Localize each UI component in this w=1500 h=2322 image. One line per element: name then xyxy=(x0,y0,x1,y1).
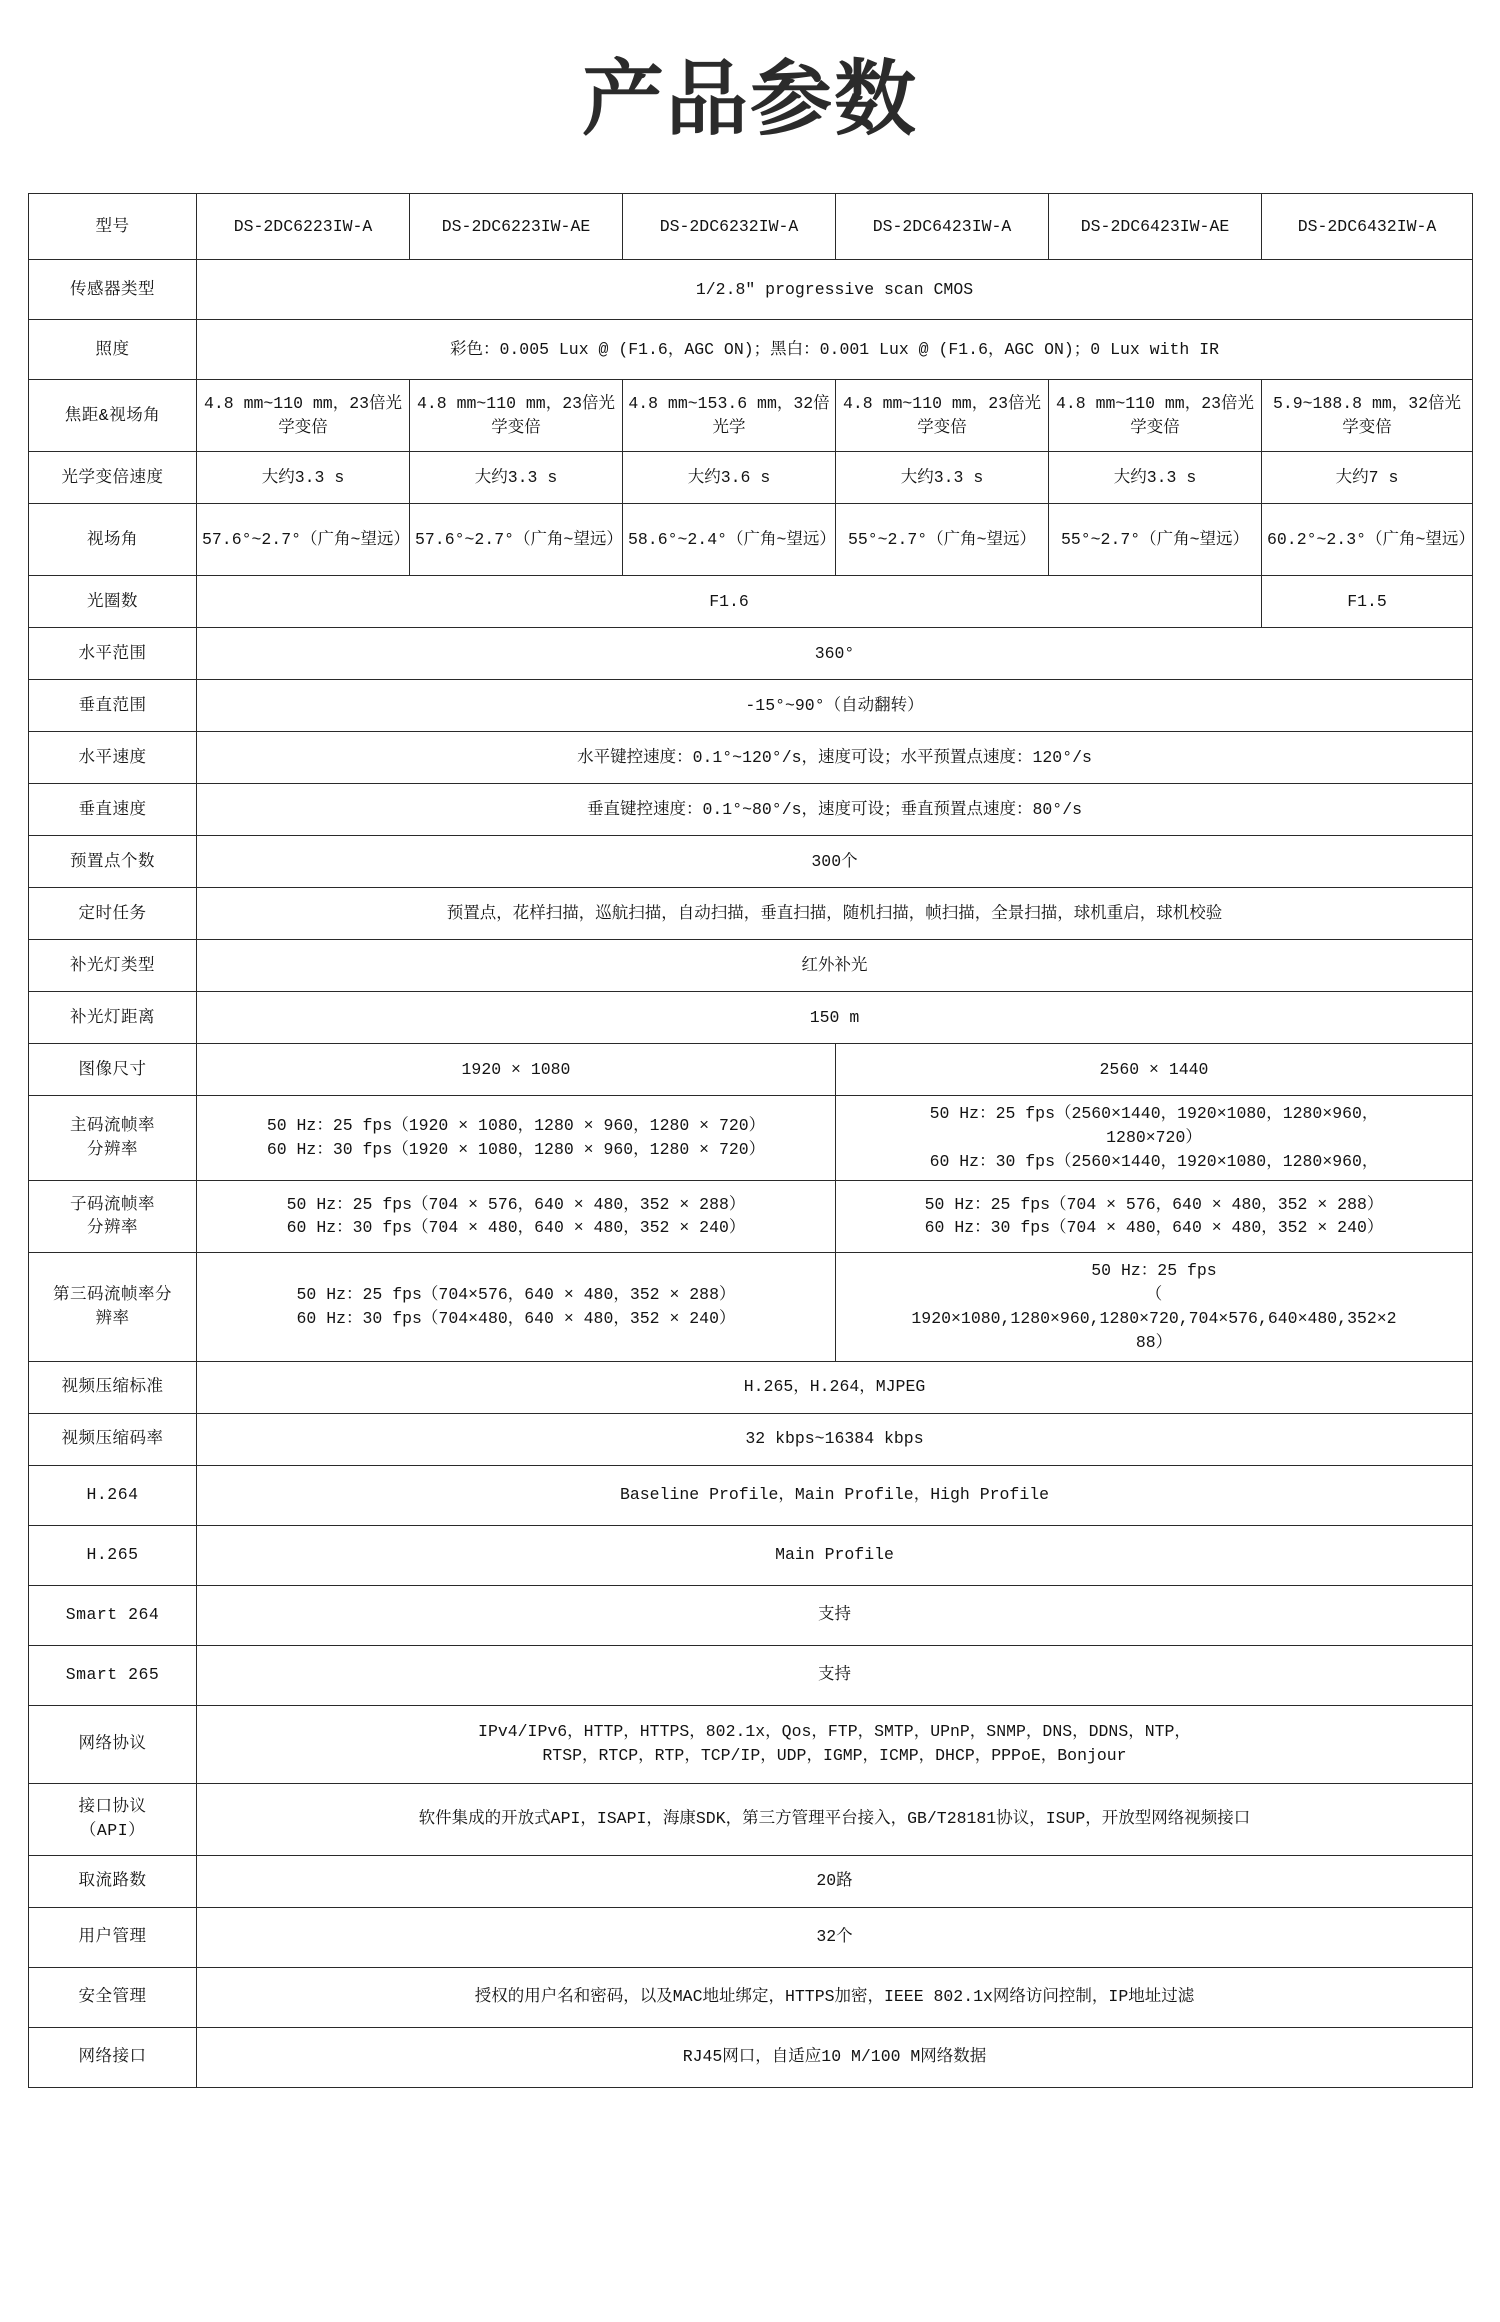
value-network-protocol xyxy=(197,1705,1473,1783)
row-label-preset-count: 预置点个数 xyxy=(29,836,197,888)
value-zoom-speed: 大约3.6 s xyxy=(623,452,836,504)
value-scheduled-task: 预置点，花样扫描，巡航扫描，自动扫描，垂直扫描，随机扫描，帧扫描，全景扫描，球机重启，球机校验 xyxy=(197,888,1473,940)
sub-stream-right-line1: 50 Hz：25 fps（704 × 576，640 × 480，352 × 288） xyxy=(924,1194,1384,1214)
row-label-focal-length: 焦距&视场角 xyxy=(29,380,197,452)
value-stream-channels: 20路 xyxy=(197,1855,1473,1907)
table-row-third-stream xyxy=(29,1252,1473,1361)
main-stream-left-line2: 60 Hz：30 fps（1920 × 1080，1280 × 960，1280 × 720） xyxy=(266,1140,766,1160)
main-stream-right-line2: 1280×720） xyxy=(1106,1128,1202,1148)
value-h264: Baseline Profile，Main Profile，High Profile xyxy=(197,1465,1473,1525)
table-row-network-protocol xyxy=(29,1705,1473,1783)
table-row-main-stream xyxy=(29,1096,1473,1181)
value-h265: Main Profile xyxy=(197,1525,1473,1585)
value-sensor-type: 1/2.8" progressive scan CMOS xyxy=(197,260,1473,320)
value-main-stream-left xyxy=(197,1096,836,1181)
value-zoom-speed: 大约3.3 s xyxy=(197,452,410,504)
row-label-scheduled-task: 定时任务 xyxy=(29,888,197,940)
main-stream-right-line3: 60 Hz：30 fps（2560×1440，1920×1080，1280×960， xyxy=(929,1152,1379,1172)
value-zoom-speed: 大约7 s xyxy=(1262,452,1473,504)
table-row-stream-channels xyxy=(29,1855,1473,1907)
model-cell: DS-2DC6423IW-AE xyxy=(1049,194,1262,260)
value-focal-length: 5.9~188.8 mm，32倍光学变倍 xyxy=(1262,380,1473,452)
value-aperture-last: F1.5 xyxy=(1262,576,1473,628)
row-label-sub-stream-line1: 子码流帧率 xyxy=(70,1194,155,1214)
value-illuminance: 彩色：0.005 Lux @ (F1.6，AGC ON)；黑白：0.001 Lux @ (F1.6，AGC ON)；0 Lux with IR xyxy=(197,320,1473,380)
table-row-sub-stream xyxy=(29,1180,1473,1252)
row-label-api-protocol xyxy=(29,1783,197,1855)
row-label-aperture: 光圈数 xyxy=(29,576,197,628)
table-row-smart265 xyxy=(29,1645,1473,1705)
table-row-illuminance xyxy=(29,320,1473,380)
table-row-h265 xyxy=(29,1525,1473,1585)
third-stream-right-line1: 50 Hz：25 fps xyxy=(1091,1260,1217,1280)
value-third-stream-right xyxy=(836,1252,1473,1361)
value-field-of-view: 55°~2.7°（广角~望远） xyxy=(836,504,1049,576)
value-tilt-speed: 垂直键控速度：0.1°~80°/s，速度可设；垂直预置点速度：80°/s xyxy=(197,784,1473,836)
row-label-tilt-range: 垂直范围 xyxy=(29,680,197,732)
third-stream-right-line3: 1920×1080,1280×960,1280×720,704×576,640×480,352×2 xyxy=(911,1308,1397,1328)
table-row-video-bitrate xyxy=(29,1413,1473,1465)
row-label-smart265: Smart 265 xyxy=(29,1645,197,1705)
row-label-stream-channels: 取流路数 xyxy=(29,1855,197,1907)
value-preset-count: 300个 xyxy=(197,836,1473,888)
table-row-user-management xyxy=(29,1907,1473,1967)
table-row-network-interface xyxy=(29,2027,1473,2087)
row-label-image-size: 图像尺寸 xyxy=(29,1044,197,1096)
value-third-stream-left xyxy=(197,1252,836,1361)
row-label-video-compression: 视频压缩标准 xyxy=(29,1361,197,1413)
model-cell: DS-2DC6423IW-A xyxy=(836,194,1049,260)
table-row-sensor-type xyxy=(29,260,1473,320)
third-stream-right-line2: （ xyxy=(1145,1284,1163,1304)
model-cell: DS-2DC6223IW-A xyxy=(197,194,410,260)
value-tilt-range: -15°~90°（自动翻转） xyxy=(197,680,1473,732)
row-label-security-management: 安全管理 xyxy=(29,1967,197,2027)
table-row-pan-range xyxy=(29,628,1473,680)
main-stream-left-line1: 50 Hz：25 fps（1920 × 1080，1280 × 960，1280 × 720） xyxy=(266,1116,766,1136)
table-row-pan-speed xyxy=(29,732,1473,784)
value-zoom-speed: 大约3.3 s xyxy=(836,452,1049,504)
value-video-bitrate: 32 kbps~16384 kbps xyxy=(197,1413,1473,1465)
third-stream-right-line4: 88） xyxy=(1135,1332,1173,1352)
value-field-of-view: 55°~2.7°（广角~望远） xyxy=(1049,504,1262,576)
value-image-size-right: 2560 × 1440 xyxy=(836,1044,1473,1096)
row-label-ir-type: 补光灯类型 xyxy=(29,940,197,992)
product-spec-table xyxy=(28,193,1473,2087)
table-row-security-management xyxy=(29,1967,1473,2027)
table-row-ir-distance xyxy=(29,992,1473,1044)
value-pan-speed: 水平键控速度：0.1°~120°/s，速度可设；水平预置点速度：120°/s xyxy=(197,732,1473,784)
table-row-image-size xyxy=(29,1044,1473,1096)
table-row-video-compression xyxy=(29,1361,1473,1413)
table-row-tilt-range xyxy=(29,680,1473,732)
table-row-focal-length xyxy=(29,380,1473,452)
row-label-api-protocol-line2: （API） xyxy=(79,1821,146,1841)
row-label-main-stream-line1: 主码流帧率 xyxy=(70,1116,155,1136)
value-focal-length: 4.8 mm~153.6 mm，32倍光学 xyxy=(623,380,836,452)
table-row-scheduled-task xyxy=(29,888,1473,940)
value-field-of-view: 57.6°~2.7°（广角~望远） xyxy=(197,504,410,576)
row-label-pan-range: 水平范围 xyxy=(29,628,197,680)
network-protocol-line2: RTSP，RTCP，RTP，TCP/IP，UDP，IGMP，ICMP，DHCP，PPPoE，Bonjour xyxy=(542,1746,1127,1766)
value-focal-length: 4.8 mm~110 mm，23倍光学变倍 xyxy=(1049,380,1262,452)
value-api-protocol: 软件集成的开放式API，ISAPI，海康SDK，第三方管理平台接入，GB/T28181协议，ISUP，开放型网络视频接口 xyxy=(197,1783,1473,1855)
row-label-sub-stream xyxy=(29,1180,197,1252)
row-label-main-stream xyxy=(29,1096,197,1181)
model-cell: DS-2DC6432IW-A xyxy=(1262,194,1473,260)
table-row-smart264 xyxy=(29,1585,1473,1645)
third-stream-left-line2: 60 Hz：30 fps（704×480，640 × 480，352 × 240） xyxy=(296,1308,736,1328)
value-smart265: 支持 xyxy=(197,1645,1473,1705)
table-row-tilt-speed xyxy=(29,784,1473,836)
table-row-api-protocol xyxy=(29,1783,1473,1855)
row-label-model: 型号 xyxy=(29,194,197,260)
main-stream-right-line1: 50 Hz：25 fps（2560×1440，1920×1080，1280×960， xyxy=(929,1104,1379,1124)
sub-stream-left-line2: 60 Hz：30 fps（704 × 480，640 × 480，352 × 240） xyxy=(286,1218,746,1238)
value-video-compression: H.265，H.264，MJPEG xyxy=(197,1361,1473,1413)
value-network-interface: RJ45网口，自适应10 M/100 M网络数据 xyxy=(197,2027,1473,2087)
value-ir-type: 红外补光 xyxy=(197,940,1473,992)
table-row-field-of-view xyxy=(29,504,1473,576)
row-label-main-stream-line2: 分辨率 xyxy=(87,1140,138,1160)
value-sub-stream-right xyxy=(836,1180,1473,1252)
row-label-field-of-view: 视场角 xyxy=(29,504,197,576)
value-pan-range: 360° xyxy=(197,628,1473,680)
row-label-tilt-speed: 垂直速度 xyxy=(29,784,197,836)
value-security-management: 授权的用户名和密码，以及MAC地址绑定，HTTPS加密，IEEE 802.1x网络访问控制，IP地址过滤 xyxy=(197,1967,1473,2027)
value-focal-length: 4.8 mm~110 mm，23倍光学变倍 xyxy=(836,380,1049,452)
value-aperture-main: F1.6 xyxy=(197,576,1262,628)
row-label-network-interface: 网络接口 xyxy=(29,2027,197,2087)
row-label-sensor-type: 传感器类型 xyxy=(29,260,197,320)
sub-stream-left-line1: 50 Hz：25 fps（704 × 576，640 × 480，352 × 288） xyxy=(286,1194,746,1214)
network-protocol-line1: IPv4/IPv6，HTTP，HTTPS，802.1x，Qos，FTP，SMTP，UPnP，SNMP，DNS，DDNS，NTP， xyxy=(478,1722,1191,1742)
value-smart264: 支持 xyxy=(197,1585,1473,1645)
value-user-management: 32个 xyxy=(197,1907,1473,1967)
model-cell: DS-2DC6232IW-A xyxy=(623,194,836,260)
value-focal-length: 4.8 mm~110 mm，23倍光学变倍 xyxy=(410,380,623,452)
table-row-model xyxy=(29,194,1473,260)
table-row-ir-type xyxy=(29,940,1473,992)
row-label-illuminance: 照度 xyxy=(29,320,197,380)
row-label-third-stream xyxy=(29,1252,197,1361)
value-focal-length: 4.8 mm~110 mm，23倍光学变倍 xyxy=(197,380,410,452)
value-field-of-view: 60.2°~2.3°（广角~望远） xyxy=(1262,504,1473,576)
value-main-stream-right xyxy=(836,1096,1473,1181)
third-stream-left-line1: 50 Hz：25 fps（704×576，640 × 480，352 × 288） xyxy=(296,1284,736,1304)
row-label-ir-distance: 补光灯距离 xyxy=(29,992,197,1044)
sub-stream-right-line2: 60 Hz：30 fps（704 × 480，640 × 480，352 × 240） xyxy=(924,1218,1384,1238)
value-field-of-view: 57.6°~2.7°（广角~望远） xyxy=(410,504,623,576)
value-sub-stream-left xyxy=(197,1180,836,1252)
row-label-h264: H.264 xyxy=(29,1465,197,1525)
page-title: 产品参数 xyxy=(581,54,918,145)
value-image-size-left: 1920 × 1080 xyxy=(197,1044,836,1096)
row-label-sub-stream-line2: 分辨率 xyxy=(87,1218,138,1238)
row-label-zoom-speed: 光学变倍速度 xyxy=(29,452,197,504)
row-label-video-bitrate: 视频压缩码率 xyxy=(29,1413,197,1465)
row-label-api-protocol-line1: 接口协议 xyxy=(78,1797,147,1817)
row-label-smart264: Smart 264 xyxy=(29,1585,197,1645)
value-zoom-speed: 大约3.3 s xyxy=(410,452,623,504)
table-row-preset-count xyxy=(29,836,1473,888)
row-label-third-stream-line1: 第三码流帧率分 xyxy=(53,1284,172,1304)
row-label-third-stream-line2: 辨率 xyxy=(95,1308,130,1328)
value-field-of-view: 58.6°~2.4°（广角~望远） xyxy=(623,504,836,576)
value-zoom-speed: 大约3.3 s xyxy=(1049,452,1262,504)
row-label-pan-speed: 水平速度 xyxy=(29,732,197,784)
row-label-user-management: 用户管理 xyxy=(29,1907,197,1967)
table-row-h264 xyxy=(29,1465,1473,1525)
model-cell: DS-2DC6223IW-AE xyxy=(410,194,623,260)
table-row-aperture xyxy=(29,576,1473,628)
row-label-network-protocol: 网络协议 xyxy=(29,1705,197,1783)
value-ir-distance: 150 m xyxy=(197,992,1473,1044)
table-row-zoom-speed xyxy=(29,452,1473,504)
row-label-h265: H.265 xyxy=(29,1525,197,1585)
